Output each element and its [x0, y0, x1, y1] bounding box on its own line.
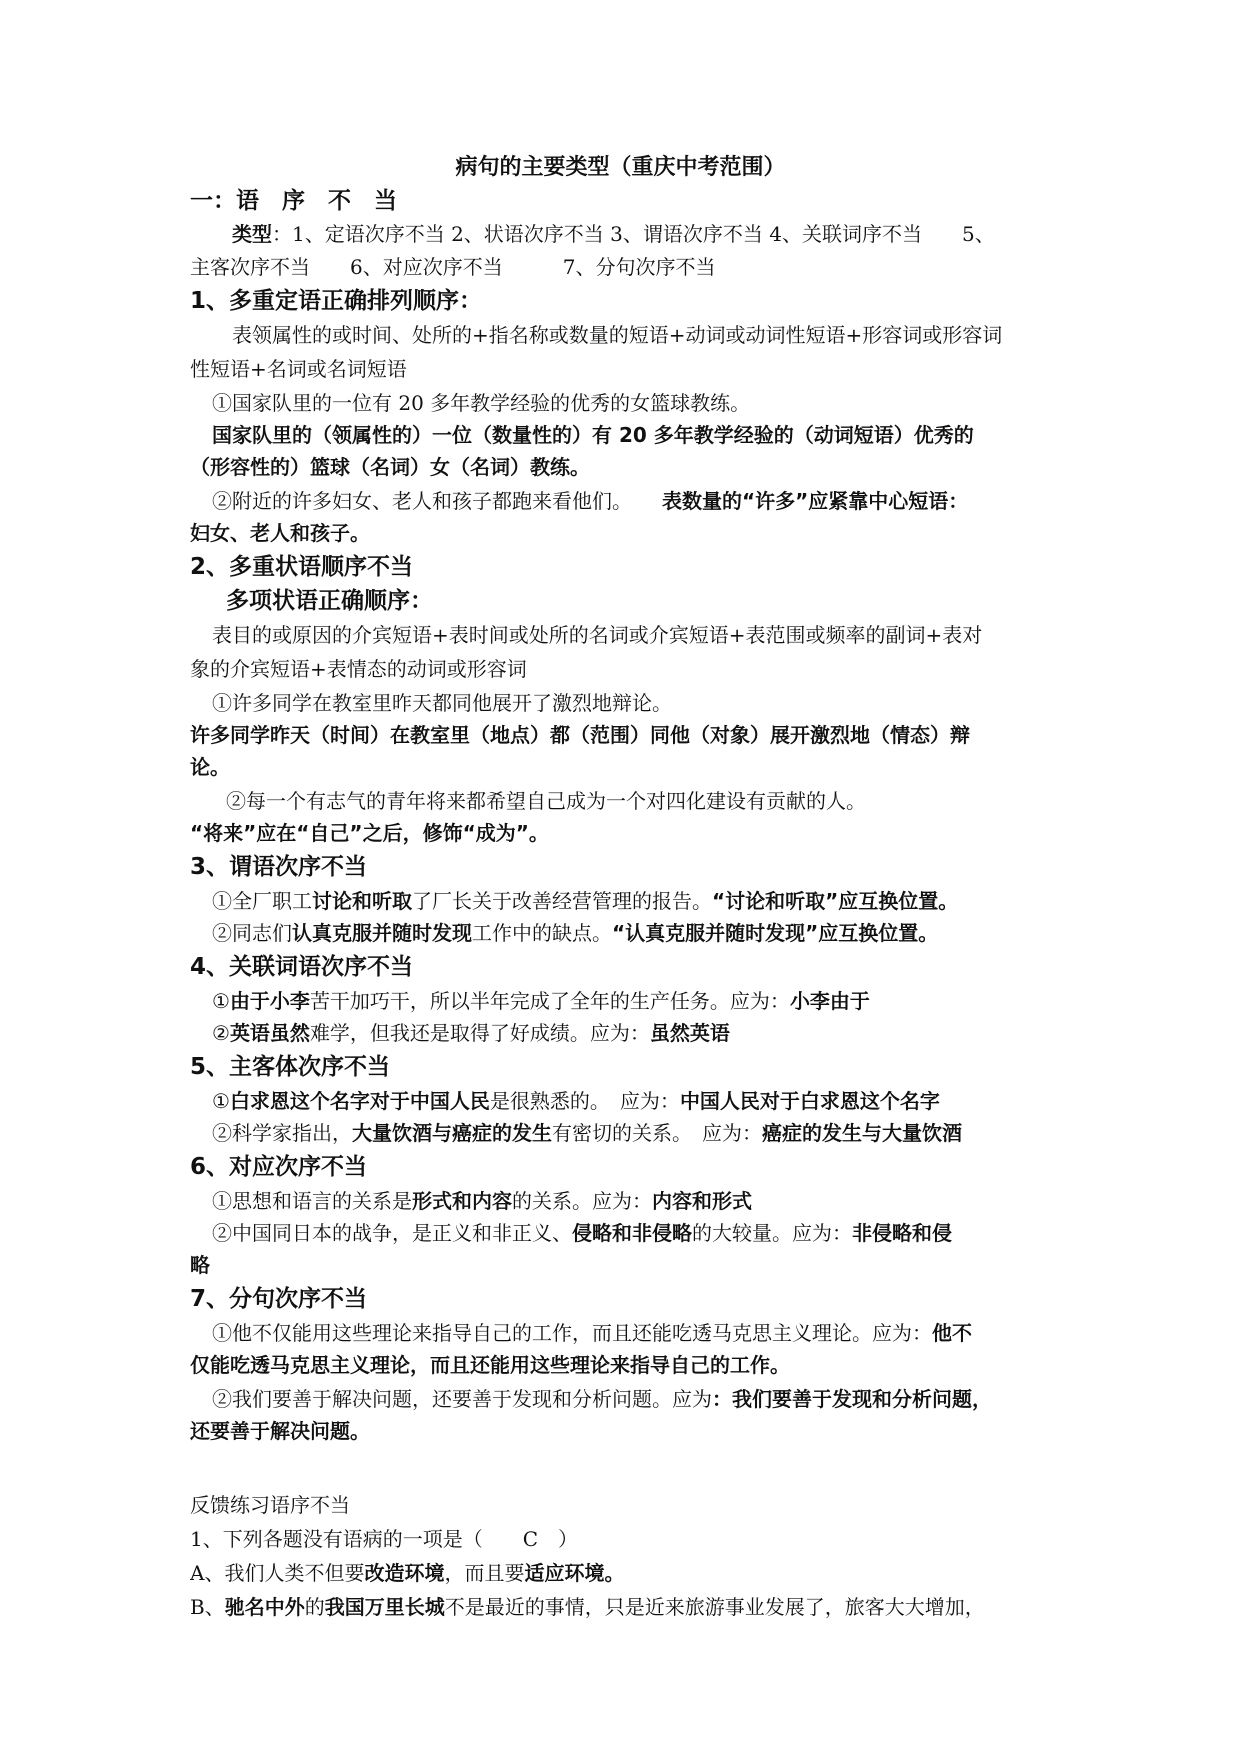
example-text: ① — [212, 989, 230, 1013]
example-text: ②同志们 — [212, 921, 292, 945]
rule-text: 性短语+名词或名词短语 — [190, 357, 407, 381]
subsection-heading-4: 4、关联词语次序不当 — [190, 954, 414, 980]
example-text: ② — [212, 1021, 230, 1045]
example-analysis: “讨论和听取”应互换位置。 — [712, 889, 959, 913]
example-text: ②中国同日本的战争，是正义和非正义、 — [212, 1221, 572, 1245]
highlight-text: 英语虽然 — [229, 1021, 310, 1045]
example-line — [212, 1216, 1060, 1250]
highlight-text: 由于小李 — [229, 989, 310, 1013]
example-text: 是很熟悉的。 应为： — [489, 1089, 680, 1113]
example-analysis: “认真克服并随时发现”应互换位置。 — [612, 921, 939, 945]
correction-text: 他不 — [932, 1321, 972, 1345]
subsection-heading-6: 6、对应次序不当 — [190, 1154, 368, 1180]
example-text: ①他不仅能用这些理论来指导自己的工作，而且还能吃透马克思主义理论。应为： — [212, 1321, 932, 1345]
option-text: B、 — [190, 1595, 225, 1619]
example-line — [212, 916, 1060, 950]
correction-text: 内容和形式 — [652, 1189, 752, 1213]
highlight-text: 形式和内容 — [412, 1189, 512, 1213]
option-text: 的 — [304, 1595, 325, 1619]
practice-option-a — [190, 1556, 1060, 1590]
example-line — [212, 1382, 1060, 1416]
example-line — [212, 984, 1060, 1018]
example-analysis: 许多同学昨天（时间）在教室里（地点）都（范围）同他（对象）展开激烈地（情态）辩 — [190, 723, 970, 747]
example-sentence: ②每一个有志气的青年将来都希望自己成为一个对四化建设有贡献的人。 — [226, 789, 866, 813]
example-line — [212, 1116, 1060, 1150]
example-line — [212, 1016, 1060, 1050]
option-text: 不是最近的事情，只是近来旅游事业发展了，旅客大大增加， — [444, 1595, 985, 1619]
rule-text: 表领属性的或时间、处所的+指名称或数量的短语+动词或动词性短语+形容词或形容词 — [232, 323, 1003, 347]
highlight-text: 讨论和听取 — [312, 889, 412, 913]
example-text: ②我们要善于解决问题，还要善于发现和分析问题。应为 — [212, 1387, 712, 1411]
types-line-2: 主客次序不当 6、对应次序不当 7、分句次序不当 — [190, 255, 716, 279]
example-text: 苦干加巧干，所以半年完成了全年的生产任务。应为： — [309, 989, 790, 1013]
example-sentence: ②附近的许多妇女、老人和孩子都跑来看他们。 — [212, 489, 662, 513]
example-text: 难学，但我还是取得了好成绩。应为： — [309, 1021, 650, 1045]
example-analysis: （形容性的）篮球（名词）女（名词）教练。 — [190, 455, 590, 479]
practice-question: 1、下列各题没有语病的一项是（ C ） — [190, 1527, 579, 1551]
subsection-heading-1: 1、多重定语正确排列顺序： — [190, 288, 483, 314]
highlight-text: 侵略和非侵略 — [572, 1221, 692, 1245]
subsection-heading-5: 5、主客体次序不当 — [190, 1054, 391, 1080]
correction-text: 略 — [190, 1253, 210, 1277]
correction-text: 中国人民对于白求恩这个名字 — [679, 1089, 940, 1113]
example-analysis: “将来”应在“自己”之后，修饰“成为”。 — [190, 821, 549, 845]
example-analysis: 国家队里的（领属性的）一位（数量性的）有 20 多年教学经验的（动词短语）优秀的 — [212, 423, 974, 447]
example-text: 有密切的关系。 应为： — [552, 1121, 762, 1145]
option-text: ，而且要 — [444, 1561, 525, 1585]
practice-option-b — [190, 1590, 1060, 1624]
types-line-1 — [232, 217, 1060, 251]
correction-text: 仅能吃透马克思主义理论，而且还能用这些理论来指导自己的工作。 — [190, 1353, 790, 1377]
correction-text: ：我们要善于发现和分析问题， — [712, 1387, 992, 1411]
example-text: 工作中的缺点。 — [472, 921, 612, 945]
example-analysis: 论。 — [190, 755, 230, 779]
subsection-heading-7: 7、分句次序不当 — [190, 1286, 368, 1312]
subsection-subheading: 多项状语正确顺序： — [226, 588, 433, 614]
correction-text: 小李由于 — [789, 989, 870, 1013]
example-line — [212, 884, 1060, 918]
example-analysis: 妇女、老人和孩子。 — [190, 521, 370, 545]
types-label: 类型 — [232, 222, 272, 246]
example-line — [212, 1184, 1060, 1218]
example-analysis: 表数量的“许多”应紧靠中心短语： — [662, 489, 969, 513]
example-text: ②科学家指出， — [212, 1121, 352, 1145]
example-line — [212, 484, 1060, 518]
highlight-text: 大量饮酒与癌症的发生 — [352, 1121, 552, 1145]
subsection-heading-3: 3、谓语次序不当 — [190, 854, 368, 880]
correction-text: 非侵略和侵 — [852, 1221, 952, 1245]
highlight-text: 我国万里长城 — [324, 1595, 445, 1619]
correction-text: 虽然英语 — [649, 1021, 730, 1045]
highlight-text: 认真克服并随时发现 — [292, 921, 472, 945]
highlight-text: 驰名中外 — [224, 1595, 305, 1619]
example-text: ① — [212, 1089, 230, 1113]
rule-text: 象的介宾短语+表情态的动词或形容词 — [190, 657, 527, 681]
example-text: 的关系。应为： — [512, 1189, 652, 1213]
example-line — [212, 1316, 1060, 1350]
section-heading-word-order: 一：语 序 不 当 — [190, 188, 397, 214]
example-sentence: ①国家队里的一位有 20 多年教学经验的优秀的女篮球教练。 — [212, 391, 751, 415]
example-text: 了厂长关于改善经营管理的报告。 — [412, 889, 712, 913]
document-title: 病句的主要类型（重庆中考范围） — [455, 155, 786, 180]
correction-text: 还要善于解决问题。 — [190, 1419, 370, 1443]
example-text: ①思想和语言的关系是 — [212, 1189, 412, 1213]
example-line — [212, 1084, 1060, 1118]
types-list-part1: ：1、定语次序不当 2、状语次序不当 3、谓语次序不当 4、关联词序不当 5、 — [272, 222, 995, 246]
example-text: 的大较量。应为： — [692, 1221, 852, 1245]
highlight-text: 适应环境。 — [524, 1561, 625, 1585]
practice-heading: 反馈练习语序不当 — [190, 1493, 350, 1517]
rule-text: 表目的或原因的介宾短语+表时间或处所的名词或介宾短语+表范围或频率的副词+表对 — [212, 623, 983, 647]
subsection-heading-2: 2、多重状语顺序不当 — [190, 554, 414, 580]
option-text: A、我们人类不但要 — [190, 1561, 365, 1585]
example-text: ①全厂职工 — [212, 889, 312, 913]
highlight-text: 白求恩这个名字对于中国人民 — [229, 1089, 490, 1113]
highlight-text: 改造环境 — [364, 1561, 445, 1585]
correction-text: 癌症的发生与大量饮酒 — [762, 1121, 962, 1145]
example-sentence: ①许多同学在教室里昨天都同他展开了激烈地辩论。 — [212, 691, 672, 715]
